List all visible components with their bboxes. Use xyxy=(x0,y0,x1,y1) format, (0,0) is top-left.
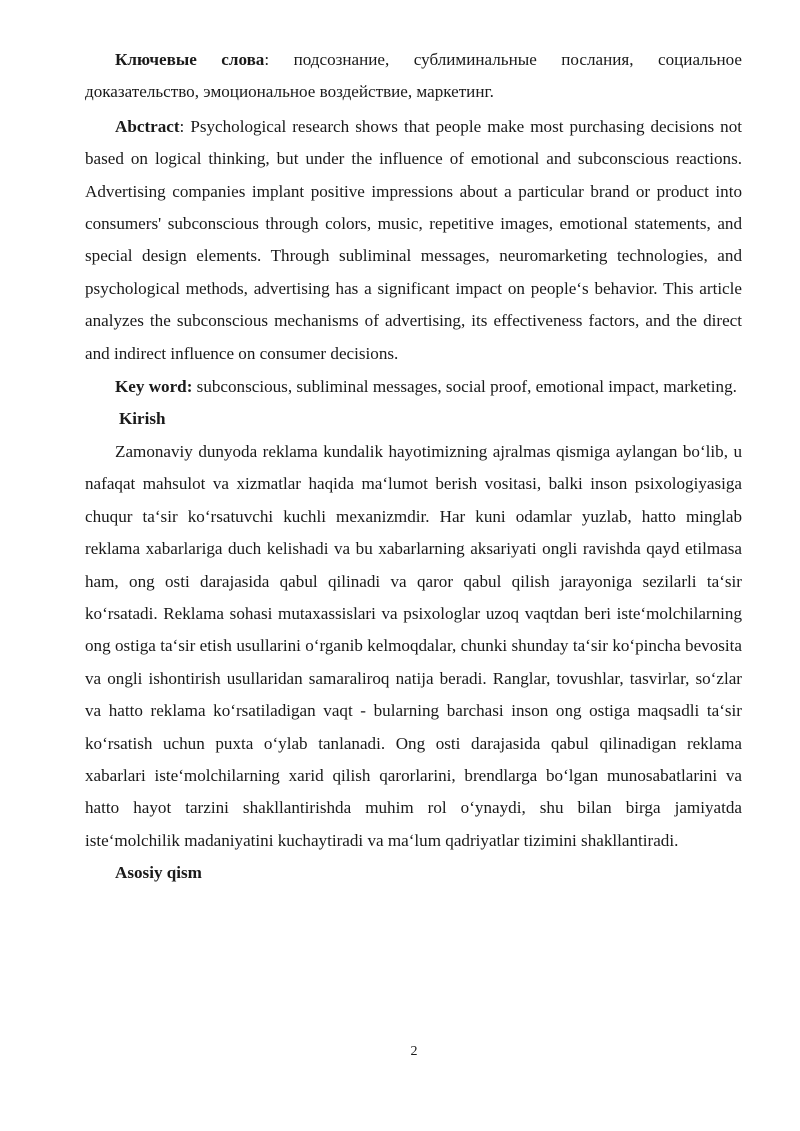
keywords-en-text: subconscious, subliminal messages, social proof, emotional impact, marketing. xyxy=(192,377,737,397)
page-number: 2 xyxy=(410,1044,418,1059)
main-section-heading: Asosiy qism xyxy=(115,863,202,883)
abstract-label: Abctract xyxy=(115,116,180,136)
abstract-paragraph xyxy=(85,111,742,370)
intro-paragraph: Zamonaviy dunyoda reklama kundalik hayotimizning ajralmas qismiga aylangan bo‘lib, u nafaqat mahsulot va xizmatlar haqida ma‘lumot berish vositasi, balki inson psixologiyasiga chuqur ta‘sir ko‘rsatuvchi kuchli mexanizmdir. Har kuni odamlar yuzlab, hatto minglab reklama xabarlariga duch kelishadi va bu xabarlarning aksariyati ongli ravishda qayd etilmasa ham, ong osti darajasida qabul qilinadi va qaror qabul qilish jarayoniga sezilarli ta‘sir ko‘rsatadi. Reklama sohasi mutaxassislari va psixologlar uzoq vaqtdan beri iste‘molchilarning ong ostiga ta‘sir etish usullarini o‘rganib kelmoqdalar, chunki shunday ta‘sir ko‘pincha bevosita va ongli ishontirish usullaridan samaraliroq natija beradi. Ranglar, tovushlar, tasvirlar, so‘zlar va hatto reklama ko‘rsatiladigan vaqt - bularning barchasi inson ong ostiga maqsadli ta‘sir ko‘rsatish uchun puxta o‘ylab tanlanadi. Ong osti darajasida qabul qilinadigan reklama xabarlari iste‘molchilarning xarid qilish qarorlarini, brendlarga bo‘lgan munosabatlarini va hatto hayot tarzini shakllantirishda muhim rol o‘ynaydi, shu bilan birga jamiyatda iste‘molchilik madaniyatini kuchaytiradi va ma‘lum qadriyatlar tizimini shakllantiradi. xyxy=(85,441,742,850)
intro-heading: Kirish xyxy=(119,409,166,429)
keywords-ru-text: : подсознание, сублиминальные послания, социальное доказательство, эмоциональное воздействие, маркетинг. xyxy=(85,50,742,102)
keywords-ru-label: Ключевые слова xyxy=(115,50,265,69)
abstract-text: : Psychological research shows that people make most purchasing decisions not based on logical thinking, but under the influence of emotional and subconscious reactions. Advertising companies implant positive impressions about a particular brand or product into consumers' subconscious through colors, music, repetitive images, emotional statements, and special design elements. Through subliminal messages, neuromarketing technologies, and psychological methods, advertising has a significant impact on people‘s behavior. This article analyzes the subconscious mechanisms of advertising, its effectiveness factors, and the direct and indirect influence on consumer decisions. xyxy=(85,116,742,363)
keywords-en-label: Key word: xyxy=(115,377,193,397)
keywords-en-paragraph xyxy=(85,371,742,403)
keywords-ru-paragraph xyxy=(85,44,742,109)
document-page xyxy=(85,44,742,890)
